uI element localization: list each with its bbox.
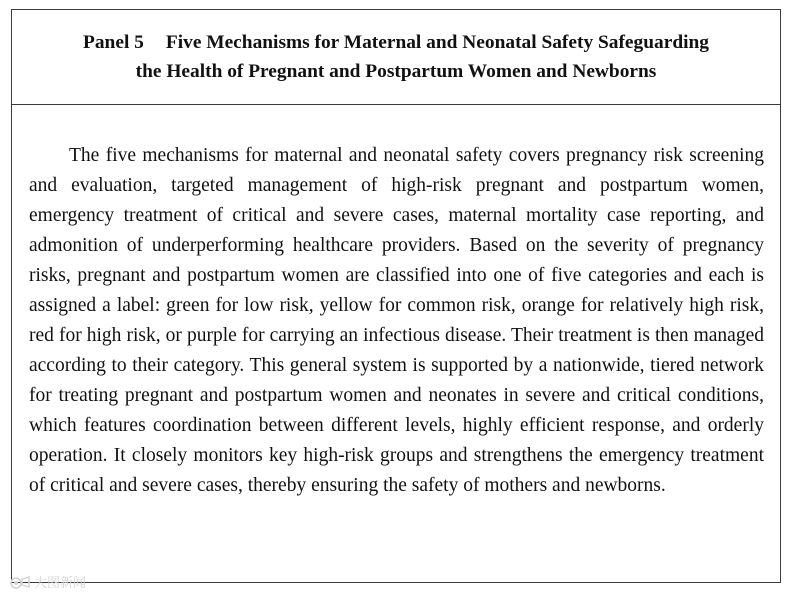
panel-body-text: The five mechanisms for maternal and neonatal safety covers pregnancy risk screening and evaluation, targeted management of high-risk pregnant and postpartum women, emergency treatment of critical and severe cases, maternal mortality case reporting, and admonition of underperforming healthcare providers. Based on the severity of pregnancy risks, pregnant and postpartum women are classified into one of five categories and each is assigned a label: green for low risk, yellow for common risk, orange for relatively high risk, red for high risk, or purple for carrying an infectious disease. Their treatment is then managed according to their category. This general system is supported by a nationwide, tiered network for treating pregnant and postpartum women and neonates in severe and critical conditions, which features coordination between different levels, highly efficient response, and orderly operation. It closely monitors key high-risk groups and strengthens the emergency treatment of critical and severe cases, thereby ensuring the safety of mothers and newborns. xyxy=(29,145,764,496)
panel-title xyxy=(83,28,709,86)
panel-label: Panel 5 xyxy=(83,32,144,53)
panel-title-line2: the Health of Pregnant and Postpartum Women and Newborns xyxy=(135,61,657,82)
panel-body xyxy=(12,105,780,496)
panel-title-line1: Five Mechanisms for Maternal and Neonatal Safety Safeguarding xyxy=(165,32,709,53)
watermark-text: 大图新闻 xyxy=(34,576,87,591)
panel-header xyxy=(12,10,780,105)
watermark xyxy=(10,572,86,591)
panel-box xyxy=(11,9,781,583)
camera-logo-icon xyxy=(10,575,30,589)
